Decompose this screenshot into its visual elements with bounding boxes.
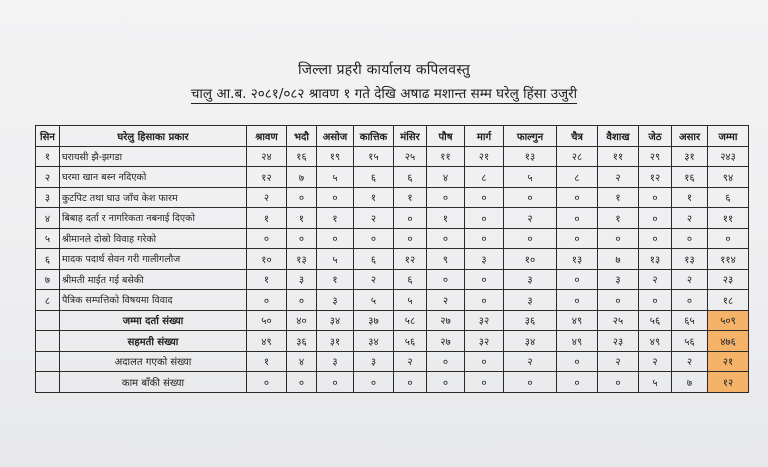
month-value-cell: १ <box>247 269 287 290</box>
column-header: असार <box>672 126 708 147</box>
month-value-cell: १३ <box>639 249 672 270</box>
month-value-cell: ० <box>557 290 598 311</box>
month-value-cell: ० <box>247 228 287 249</box>
summary-value-cell: ३४ <box>317 310 354 331</box>
month-value-cell: २ <box>672 269 708 290</box>
summary-label-cell: जम्मा दर्ता संख्या <box>60 310 247 331</box>
summary-row <box>36 310 749 331</box>
summary-value-cell: २७ <box>427 331 465 352</box>
table-row <box>36 146 749 167</box>
month-value-cell: १ <box>672 187 708 208</box>
summary-value-cell: ३६ <box>504 310 557 331</box>
summary-value-cell: ३२ <box>465 331 504 352</box>
column-header: जम्मा <box>708 126 749 147</box>
month-value-cell: १३ <box>287 249 317 270</box>
summary-value-cell: ५ <box>639 372 672 393</box>
summary-value-cell: ३६ <box>287 331 317 352</box>
month-value-cell: ८ <box>465 167 504 188</box>
month-value-cell: ० <box>557 269 598 290</box>
month-value-cell: ३ <box>504 290 557 311</box>
summary-value-cell: २७ <box>427 310 465 331</box>
month-value-cell: ० <box>317 228 354 249</box>
summary-value-cell: ४९ <box>639 331 672 352</box>
summary-label-cell: अदालत गएको संख्या <box>60 351 247 372</box>
month-value-cell: ० <box>354 228 394 249</box>
violence-type-cell: बिबाह दर्ता र नागरिकता नबनाई दिएको <box>60 208 247 229</box>
column-header: वैशाख <box>598 126 639 147</box>
month-value-cell: ८ <box>557 167 598 188</box>
month-value-cell: ३१ <box>672 146 708 167</box>
month-value-cell: ० <box>598 290 639 311</box>
month-value-cell: ० <box>504 187 557 208</box>
table-row <box>36 167 749 188</box>
office-title: जिल्ला प्रहरी कार्यालय कपिलवस्तु <box>297 62 471 78</box>
column-header: असोज <box>317 126 354 147</box>
month-value-cell: ० <box>247 290 287 311</box>
violence-type-cell: मादक पदार्थ सेवन गरी गालीगलौज <box>60 249 247 270</box>
summary-value-cell: ३४ <box>504 331 557 352</box>
month-value-cell: १ <box>354 187 394 208</box>
report-subtitle <box>0 84 768 102</box>
table-row <box>36 187 749 208</box>
month-value-cell: ० <box>287 228 317 249</box>
month-value-cell: ३ <box>504 269 557 290</box>
summary-value-cell: २ <box>672 351 708 372</box>
month-value-cell: ० <box>465 187 504 208</box>
summary-value-cell: ० <box>598 372 639 393</box>
serial-number-cell: ७ <box>36 269 60 290</box>
summary-blank-cell <box>36 331 60 352</box>
month-value-cell: २५ <box>394 146 427 167</box>
summary-value-cell: ० <box>557 372 598 393</box>
summary-value-cell: ४९ <box>557 310 598 331</box>
summary-value-cell: ४९ <box>557 331 598 352</box>
month-value-cell: ० <box>672 290 708 311</box>
month-value-cell: १३ <box>557 249 598 270</box>
table-row <box>36 228 749 249</box>
month-value-cell: ५ <box>354 290 394 311</box>
month-value-cell: १ <box>287 208 317 229</box>
summary-value-cell: ० <box>394 372 427 393</box>
month-value-cell: ० <box>557 187 598 208</box>
month-value-cell: ३ <box>465 249 504 270</box>
summary-label-cell: काम बाँकी संख्या <box>60 372 247 393</box>
table-header-row <box>36 126 749 147</box>
summary-value-cell: १ <box>247 351 287 372</box>
summary-blank-cell <box>36 351 60 372</box>
row-total-cell: ९४ <box>708 167 749 188</box>
domestic-violence-table <box>35 125 749 393</box>
month-value-cell: २ <box>427 290 465 311</box>
month-value-cell: ० <box>465 208 504 229</box>
summary-blank-cell <box>36 310 60 331</box>
month-value-cell: १ <box>317 269 354 290</box>
summary-row <box>36 331 749 352</box>
month-value-cell: १२ <box>247 167 287 188</box>
summary-value-cell: ४९ <box>247 331 287 352</box>
summary-value-cell: ० <box>317 372 354 393</box>
month-value-cell: ११ <box>427 146 465 167</box>
violence-type-cell: पैत्रिक सम्पत्तिको विषयमा विवाद <box>60 290 247 311</box>
column-header: घरेलु हिसाका प्रकार <box>60 126 247 147</box>
month-value-cell: २९ <box>639 146 672 167</box>
column-header: फाल्गुन <box>504 126 557 147</box>
month-value-cell: २ <box>247 187 287 208</box>
summary-value-cell: ३ <box>317 351 354 372</box>
month-value-cell: ० <box>504 228 557 249</box>
month-value-cell: १२ <box>639 167 672 188</box>
month-value-cell: ० <box>394 208 427 229</box>
month-value-cell: २ <box>354 208 394 229</box>
table-body <box>36 146 749 392</box>
month-value-cell: १९ <box>317 146 354 167</box>
month-value-cell: २८ <box>557 146 598 167</box>
month-value-cell: १३ <box>672 249 708 270</box>
month-value-cell: १० <box>504 249 557 270</box>
month-value-cell: १२ <box>394 249 427 270</box>
month-value-cell: १५ <box>354 146 394 167</box>
month-value-cell: ४ <box>427 167 465 188</box>
month-value-cell: ६ <box>354 249 394 270</box>
summary-value-cell: ० <box>427 372 465 393</box>
month-value-cell: ५ <box>317 249 354 270</box>
summary-value-cell: ३१ <box>317 331 354 352</box>
month-value-cell: २ <box>672 208 708 229</box>
month-value-cell: १ <box>247 208 287 229</box>
summary-value-cell: ५८ <box>394 310 427 331</box>
summary-value-cell: ४ <box>287 351 317 372</box>
month-value-cell: १ <box>598 187 639 208</box>
summary-value-cell: ३७ <box>354 310 394 331</box>
summary-value-cell: २ <box>504 351 557 372</box>
month-value-cell: ० <box>557 228 598 249</box>
column-header: मार्ग <box>465 126 504 147</box>
month-value-cell: ० <box>317 187 354 208</box>
month-value-cell: १० <box>247 249 287 270</box>
month-value-cell: ० <box>465 290 504 311</box>
month-value-cell: ० <box>639 228 672 249</box>
month-value-cell: ७ <box>287 167 317 188</box>
column-header: पौष <box>427 126 465 147</box>
violence-type-cell: घरायसी झै-झगडा <box>60 146 247 167</box>
month-value-cell: १ <box>427 208 465 229</box>
serial-number-cell: १ <box>36 146 60 167</box>
month-value-cell: ० <box>598 228 639 249</box>
month-value-cell: ० <box>427 269 465 290</box>
summary-value-cell: ३४ <box>354 331 394 352</box>
row-total-cell: २४३ <box>708 146 749 167</box>
month-value-cell: १३ <box>504 146 557 167</box>
month-value-cell: ० <box>639 208 672 229</box>
month-value-cell: १६ <box>672 167 708 188</box>
month-value-cell: २ <box>354 269 394 290</box>
summary-value-cell: ५० <box>247 310 287 331</box>
month-value-cell: ७ <box>598 249 639 270</box>
month-value-cell: ० <box>465 269 504 290</box>
serial-number-cell: ६ <box>36 249 60 270</box>
table-row <box>36 290 749 311</box>
summary-total-cell: १२ <box>708 372 749 393</box>
month-value-cell: २४ <box>247 146 287 167</box>
month-value-cell: २ <box>504 208 557 229</box>
row-total-cell: ११ <box>708 208 749 229</box>
violence-type-cell: श्रीमती माईत गई बसेकी <box>60 269 247 290</box>
month-value-cell: ० <box>394 228 427 249</box>
summary-row <box>36 351 749 372</box>
report-subtitle-text: चालु आ.ब. २०८१/०८२ श्रावण १ गते देखि अषाढ मशान्त सम्म घरेलु हिंसा उजुरी <box>190 86 578 102</box>
month-value-cell: ० <box>557 208 598 229</box>
row-total-cell: ० <box>708 228 749 249</box>
summary-total-cell: ५०९ <box>708 310 749 331</box>
column-header: भदौ <box>287 126 317 147</box>
summary-value-cell: २५ <box>598 310 639 331</box>
serial-number-cell: ४ <box>36 208 60 229</box>
summary-value-cell: ३ <box>354 351 394 372</box>
summary-row <box>36 372 749 393</box>
table-row <box>36 249 749 270</box>
summary-value-cell: ० <box>504 372 557 393</box>
row-total-cell: १८ <box>708 290 749 311</box>
month-value-cell: २ <box>639 269 672 290</box>
summary-value-cell: ३२ <box>465 310 504 331</box>
summary-value-cell: ४० <box>287 310 317 331</box>
month-value-cell: २ <box>598 167 639 188</box>
summary-value-cell: ० <box>287 372 317 393</box>
month-value-cell: ९ <box>427 249 465 270</box>
row-total-cell: ६ <box>708 187 749 208</box>
month-value-cell: ० <box>639 290 672 311</box>
month-value-cell: १ <box>598 208 639 229</box>
serial-number-cell: २ <box>36 167 60 188</box>
month-value-cell: ५ <box>394 290 427 311</box>
row-total-cell: २३ <box>708 269 749 290</box>
summary-value-cell: ५६ <box>672 331 708 352</box>
month-value-cell: ० <box>287 290 317 311</box>
serial-number-cell: ५ <box>36 228 60 249</box>
violence-type-cell: कुटपिट तथा घाउ जाँच केश फारम <box>60 187 247 208</box>
month-value-cell: ० <box>639 187 672 208</box>
table-row <box>36 269 749 290</box>
serial-number-cell: ३ <box>36 187 60 208</box>
month-value-cell: २१ <box>465 146 504 167</box>
summary-value-cell: ० <box>557 351 598 372</box>
violence-type-cell: श्रीमानले दोस्रो विवाह गरेको <box>60 228 247 249</box>
summary-value-cell: ० <box>247 372 287 393</box>
column-header: श्रावण <box>247 126 287 147</box>
month-value-cell: ५ <box>317 167 354 188</box>
summary-total-cell: ४७६ <box>708 331 749 352</box>
month-value-cell: ० <box>427 187 465 208</box>
table-row <box>36 208 749 229</box>
summary-value-cell: ५६ <box>639 310 672 331</box>
month-value-cell: ० <box>672 228 708 249</box>
violence-type-cell: घरमा खान बस्न नदिएको <box>60 167 247 188</box>
month-value-cell: १ <box>394 187 427 208</box>
summary-value-cell: ० <box>465 372 504 393</box>
column-header: कात्तिक <box>354 126 394 147</box>
column-header: मंसिर <box>394 126 427 147</box>
summary-value-cell: ६५ <box>672 310 708 331</box>
month-value-cell: ३ <box>317 290 354 311</box>
month-value-cell: ६ <box>354 167 394 188</box>
row-total-cell: ११४ <box>708 249 749 270</box>
month-value-cell: ० <box>465 228 504 249</box>
summary-value-cell: २ <box>639 351 672 372</box>
summary-value-cell: ० <box>465 351 504 372</box>
month-value-cell: ३ <box>287 269 317 290</box>
month-value-cell: ० <box>427 228 465 249</box>
summary-value-cell: ७ <box>672 372 708 393</box>
month-value-cell: ११ <box>598 146 639 167</box>
summary-value-cell: ० <box>427 351 465 372</box>
summary-label-cell: सहमती संख्या <box>60 331 247 352</box>
month-value-cell: ५ <box>504 167 557 188</box>
summary-blank-cell <box>36 372 60 393</box>
serial-number-cell: ८ <box>36 290 60 311</box>
column-header: जेठ <box>639 126 672 147</box>
summary-value-cell: २३ <box>598 331 639 352</box>
month-value-cell: १६ <box>287 146 317 167</box>
column-header: सिन <box>36 126 60 147</box>
summary-value-cell: ५६ <box>394 331 427 352</box>
summary-value-cell: ० <box>354 372 394 393</box>
summary-value-cell: २ <box>394 351 427 372</box>
month-value-cell: १ <box>317 208 354 229</box>
month-value-cell: ० <box>287 187 317 208</box>
column-header: चैत्र <box>557 126 598 147</box>
month-value-cell: ३ <box>598 269 639 290</box>
summary-total-cell: २१ <box>708 351 749 372</box>
month-value-cell: ६ <box>394 167 427 188</box>
month-value-cell: ६ <box>394 269 427 290</box>
summary-value-cell: २ <box>598 351 639 372</box>
